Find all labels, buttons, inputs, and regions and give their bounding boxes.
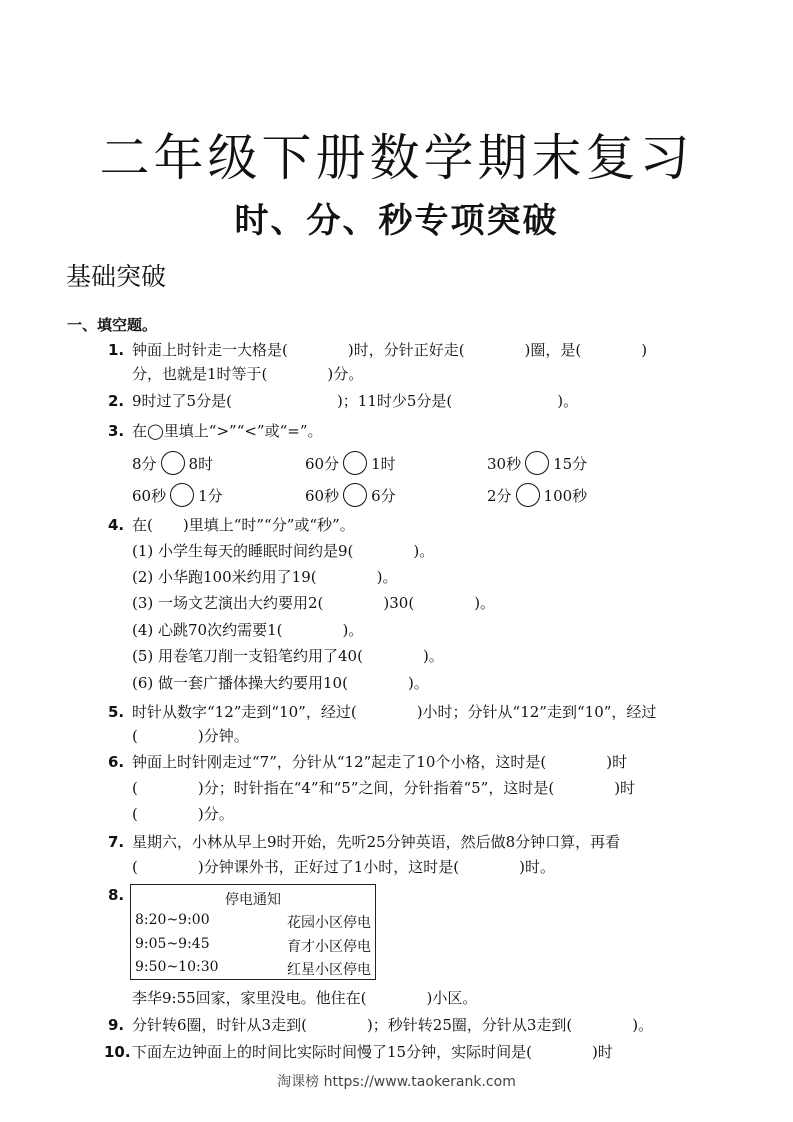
compare-circle[interactable] [343,451,367,475]
q5-line1: 时针从数字“12”走到“10”，经过( )小时；分针从“12”走到“10”，经过 [132,703,657,721]
q8-number: 8. [108,886,125,904]
q4-item: (3) 一场文艺演出大约要用2( )30( )。 [132,594,496,612]
q9-line1: 分针转6圈，时针从3走到( )；秒针转25圈，分针从3走到( )。 [132,1016,654,1034]
compare-right: 1时 [371,454,396,473]
compare-right: 8时 [188,454,214,473]
q6-line3: ( )分。 [132,805,234,823]
compare-circle[interactable] [170,483,194,507]
q4-number: 4. [108,516,125,534]
compare-left: 2分 [487,486,512,505]
compare-left: 60秒 [132,486,167,505]
q10-line1: 下面左边钟面上的时间比实际时间慢了15分钟，实际时间是( )时 [132,1043,613,1061]
notice-area: 花园小区停电 [287,915,371,931]
notice-time: 8:20~9:00 [135,912,210,928]
notice-time: 9:05~9:45 [135,936,210,952]
compare-right: 15分 [553,454,588,473]
notice-area: 红星小区停电 [287,962,371,978]
compare-right: 100秒 [543,486,588,505]
compare-circle[interactable] [516,483,540,507]
q3-compare-item [305,483,396,507]
q10-number: 10. [104,1043,131,1061]
section-heading: 基础突破 [66,262,167,291]
q5-line2: ( )分钟。 [132,727,249,745]
compare-circle[interactable] [161,451,185,475]
footer-watermark: 淘课榜 https://www.taokerank.com [277,1074,516,1090]
compare-circle[interactable] [525,451,549,475]
q6-line2: ( )分；时针指在“4”和“5”之间，分针指着“5”，这时是( )时 [132,779,636,797]
q6-line1: 钟面上时针刚走过“7”，分针从“12”起走了10个小格，这时是( )时 [132,753,628,771]
q4-item: (2) 小华跑100米约用了19( )。 [132,568,398,586]
power-outage-notice [130,884,376,980]
compare-circle[interactable] [343,483,367,507]
compare-left: 8分 [132,454,157,473]
notice-row [135,936,371,956]
q4-line1: 在( )里填上“时”“分”或“秒”。 [132,516,355,534]
q7-number: 7. [108,833,125,851]
q8-line1: 李华9:55回家，家里没电。他住在( )小区。 [132,989,478,1007]
page-subtitle: 时、分、秒专项突破 [234,201,559,241]
page-title: 二年级下册数学期末复习 [99,129,694,187]
q3-number: 3. [108,422,125,440]
compare-left: 30秒 [487,454,522,473]
q6-number: 6. [108,753,125,771]
q3-compare-item [132,483,223,507]
q4-item: (1) 小学生每天的睡眠时间约是9( )。 [132,542,435,560]
q3-line1: 在◯里填上“>”“<”或“=”。 [132,422,323,440]
compare-right: 1分 [198,486,223,505]
q1-line1: 钟面上时针走一大格是( )时，分针正好走( )圈，是( ) [132,341,648,359]
q4-item: (5) 用卷笔刀削一支铅笔约用了40( )。 [132,647,444,665]
q7-line1: 星期六，小林从早上9时开始，先听25分钟英语，然后做8分钟口算，再看 [132,833,621,851]
notice-time: 9:50~10:30 [135,959,219,975]
compare-right: 6分 [371,486,396,505]
q9-number: 9. [108,1016,125,1034]
q2-number: 2. [108,392,125,410]
q3-compare-item [487,483,587,507]
q3-compare-item [132,451,213,475]
compare-left: 60秒 [305,486,340,505]
q1-line2: 分，也就是1时等于( )分。 [132,365,364,383]
notice-title: 停电通知 [225,892,281,908]
notice-row [135,912,371,932]
q3-compare-item [305,451,396,475]
q3-compare-item [487,451,587,475]
q1-number: 1. [108,341,125,359]
notice-row [135,959,371,979]
q2-line1: 9时过了5分是( )；11时少5分是( )。 [132,392,579,410]
q7-line2: ( )分钟课外书，正好过了1小时，这时是( )时。 [132,858,555,876]
notice-area: 育才小区停电 [287,939,371,955]
compare-left: 60分 [305,454,340,473]
part-heading: 一、填空题。 [67,316,158,334]
q5-number: 5. [108,703,125,721]
q4-item: (6) 做一套广播体操大约要用10( )。 [132,674,429,692]
q4-item: (4) 心跳70次约需要1( )。 [132,621,364,639]
